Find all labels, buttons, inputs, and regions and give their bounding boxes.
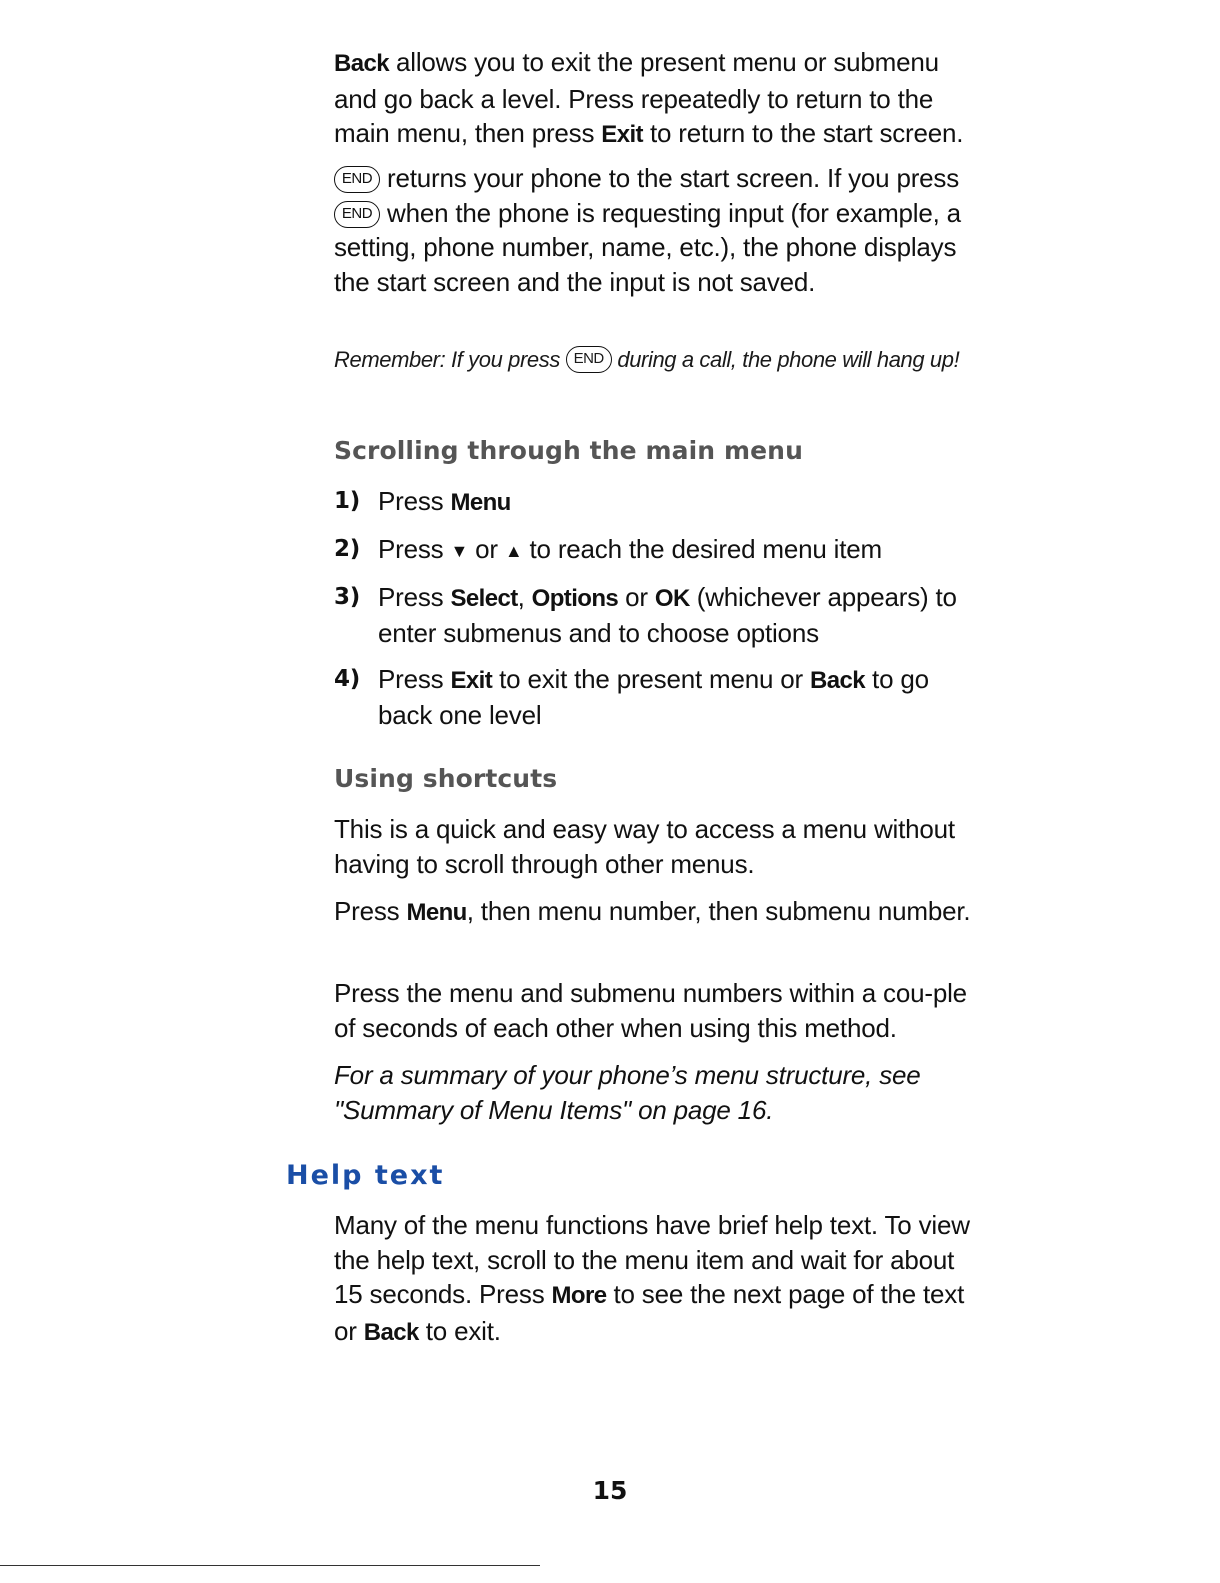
menu-keyword: Menu bbox=[406, 899, 467, 926]
step-1 bbox=[334, 484, 974, 520]
shortcuts-text-2: , then menu number, then submenu number. bbox=[466, 896, 971, 926]
summary-reference bbox=[334, 1058, 974, 1127]
shortcuts-timing bbox=[334, 976, 974, 1045]
step-text: Press bbox=[378, 664, 451, 694]
help-text-3: to exit. bbox=[418, 1315, 501, 1346]
exit-keyword: Exit bbox=[450, 667, 493, 694]
end-key-icon: END bbox=[566, 346, 612, 373]
down-arrow-icon: ▼ bbox=[450, 541, 469, 561]
back-paragraph bbox=[334, 45, 974, 153]
shortcuts-intro-text: This is a quick and easy way to access a menu without having to scroll through other menus. bbox=[334, 814, 955, 879]
step-number: 2) bbox=[334, 536, 361, 562]
step-number: 1) bbox=[334, 488, 361, 514]
step-text: Press bbox=[378, 534, 451, 564]
remember-text-1: Remember: If you press bbox=[334, 347, 566, 372]
shortcuts-heading: Using shortcuts bbox=[334, 764, 558, 793]
step-text: or bbox=[618, 582, 655, 612]
back-text-1: allows you to exit the present menu or submenu and go back a level. Press repeatedly to return to the main menu, then press bbox=[334, 47, 939, 148]
back-text-2: to return to the start screen. bbox=[642, 118, 964, 148]
step-2 bbox=[334, 532, 974, 568]
up-arrow-icon: ▲ bbox=[504, 541, 523, 561]
menu-keyword: Menu bbox=[450, 489, 511, 516]
step-text: (whichever appears) to enter submenus and to choose options bbox=[378, 582, 957, 648]
step-number: 3) bbox=[334, 584, 361, 610]
more-keyword: More bbox=[551, 1282, 607, 1309]
end-text-2: when the phone is requesting input (for example, a setting, phone number, name, etc.), the phone displays the start screen and the input is not saved. bbox=[334, 197, 961, 297]
step-text: to reach the desired menu item bbox=[522, 534, 882, 564]
step-text: to exit the present menu or bbox=[492, 664, 811, 694]
step-text: , bbox=[517, 582, 532, 612]
remember-text-2: during a call, the phone will hang up! bbox=[611, 347, 960, 372]
step-text: or bbox=[468, 534, 505, 564]
end-key-icon: END bbox=[334, 201, 380, 228]
help-text-paragraph bbox=[334, 1208, 974, 1350]
help-text-2: to see the next page of the text or bbox=[334, 1279, 965, 1346]
step-text: Press bbox=[378, 582, 451, 612]
summary-reference-text: For a summary of your phone’s menu structure, see "Summary of Menu Items" on page 16. bbox=[334, 1060, 921, 1125]
step-3 bbox=[334, 580, 974, 650]
shortcuts-instruction bbox=[334, 894, 974, 931]
remember-note bbox=[334, 346, 974, 374]
step-4 bbox=[334, 662, 974, 732]
back-keyword: Back bbox=[810, 667, 866, 694]
select-keyword: Select bbox=[450, 585, 518, 612]
options-keyword: Options bbox=[531, 585, 619, 612]
back-keyword: Back bbox=[334, 50, 389, 77]
end-key-icon: END bbox=[334, 166, 380, 193]
ok-keyword: OK bbox=[654, 585, 690, 612]
step-text: Press bbox=[378, 486, 451, 516]
bottom-rule bbox=[0, 1565, 540, 1566]
page-number: 15 bbox=[592, 1476, 628, 1505]
end-text-1: returns your phone to the start screen. If you press bbox=[380, 163, 960, 193]
step-text: to go back one level bbox=[378, 664, 929, 730]
back-keyword: Back bbox=[363, 1318, 419, 1346]
help-text-heading: Help text bbox=[286, 1160, 445, 1191]
scrolling-heading: Scrolling through the main menu bbox=[334, 436, 803, 465]
end-key-paragraph bbox=[334, 161, 974, 299]
help-text-1: Many of the menu functions have brief help text. To view the help text, scroll to the menu item and wait for about 15 seconds. Press bbox=[334, 1210, 970, 1309]
shortcuts-timing-text: Press the menu and submenu numbers within a cou-ple of seconds of each other when using this method. bbox=[334, 978, 967, 1043]
exit-keyword: Exit bbox=[601, 121, 643, 148]
step-number: 4) bbox=[334, 666, 361, 692]
shortcuts-intro bbox=[334, 812, 974, 881]
shortcuts-text-1: Press bbox=[334, 896, 407, 926]
